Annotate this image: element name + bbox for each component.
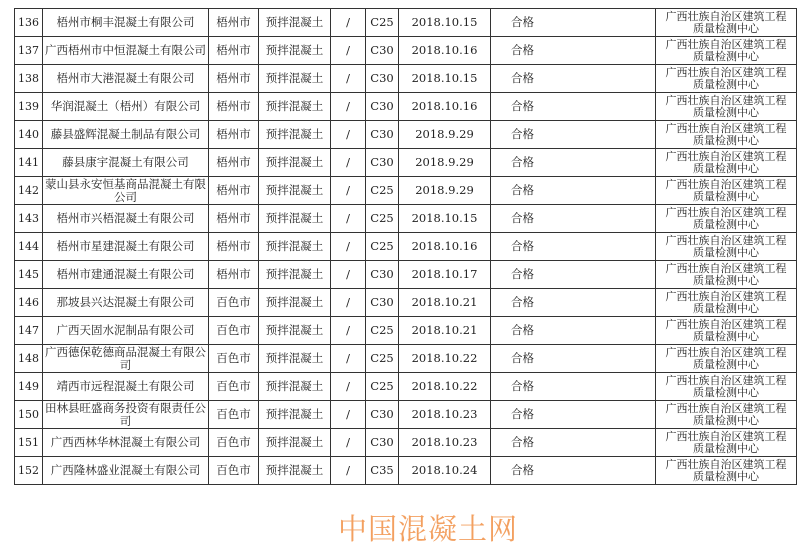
test-result: 合格 [491,93,656,121]
product-name: 预拌混凝土 [259,457,331,485]
strength-grade: C35 [366,457,399,485]
company-name: 藤县康宇混凝土有限公司 [43,149,209,177]
city: 百色市 [209,373,259,401]
sampling-date: 2018.10.16 [399,93,491,121]
company-name: 靖西市远程混凝土有限公司 [43,373,209,401]
testing-agency-line: 质量检测中心 [693,21,759,35]
testing-agency [656,233,797,261]
testing-agency-line: 质量检测中心 [693,357,759,371]
table-row [15,345,797,373]
city: 梧州市 [209,93,259,121]
sampling-date: 2018.10.16 [399,233,491,261]
company-name: 梧州市兴梧混凝土有限公司 [43,205,209,233]
testing-agency [656,205,797,233]
table-row [15,401,797,429]
specification: / [331,149,366,177]
sampling-date: 2018.10.23 [399,429,491,457]
watermark: 中国混凝土网 [338,512,519,546]
city: 百色市 [209,317,259,345]
testing-agency-line: 质量检测中心 [693,469,759,483]
city: 梧州市 [209,177,259,205]
testing-agency-line: 广西壮族自治区建筑工程 [665,93,787,107]
testing-agency [656,121,797,149]
testing-agency [656,345,797,373]
city: 梧州市 [209,37,259,65]
specification: / [331,429,366,457]
row-number: 152 [15,457,43,485]
testing-agency [656,373,797,401]
testing-agency-line: 广西壮族自治区建筑工程 [665,289,787,303]
test-result: 合格 [491,121,656,149]
testing-agency [656,289,797,317]
product-name: 预拌混凝土 [259,373,331,401]
table-row [15,9,797,37]
testing-agency [656,149,797,177]
row-number: 137 [15,37,43,65]
test-result: 合格 [491,205,656,233]
testing-agency-line: 质量检测中心 [693,161,759,175]
company-name: 梧州市桐丰混凝土有限公司 [43,9,209,37]
row-number: 145 [15,261,43,289]
test-result: 合格 [491,233,656,261]
testing-agency-line: 质量检测中心 [693,385,759,399]
table-row [15,93,797,121]
city: 梧州市 [209,149,259,177]
sampling-date: 2018.10.22 [399,373,491,401]
city: 百色市 [209,289,259,317]
company-name: 广西德保乾德商品混凝土有限公司 [43,345,209,373]
testing-agency [656,177,797,205]
testing-agency-line: 质量检测中心 [693,245,759,259]
specification: / [331,9,366,37]
test-result: 合格 [491,177,656,205]
testing-agency [656,261,797,289]
city: 梧州市 [209,205,259,233]
testing-agency-line: 质量检测中心 [693,441,759,455]
row-number: 141 [15,149,43,177]
row-number: 150 [15,401,43,429]
specification: / [331,37,366,65]
product-name: 预拌混凝土 [259,261,331,289]
city: 百色市 [209,401,259,429]
specification: / [331,289,366,317]
testing-agency-line: 广西壮族自治区建筑工程 [665,345,787,359]
testing-agency-line: 广西壮族自治区建筑工程 [665,177,787,191]
product-name: 预拌混凝土 [259,121,331,149]
row-number: 138 [15,65,43,93]
row-number: 148 [15,345,43,373]
table-row [15,289,797,317]
strength-grade: C30 [366,401,399,429]
product-name: 预拌混凝土 [259,177,331,205]
company-name: 蒙山县永安恒基商品混凝土有限公司 [43,177,209,205]
table-row [15,429,797,457]
testing-agency-line: 广西壮族自治区建筑工程 [665,261,787,275]
city: 梧州市 [209,9,259,37]
specification: / [331,93,366,121]
testing-agency [656,401,797,429]
product-name: 预拌混凝土 [259,345,331,373]
strength-grade: C30 [366,149,399,177]
testing-agency-line: 广西壮族自治区建筑工程 [665,65,787,79]
testing-agency-line: 质量检测中心 [693,189,759,203]
sampling-date: 2018.9.29 [399,149,491,177]
testing-agency-line: 质量检测中心 [693,133,759,147]
strength-grade: C30 [366,65,399,93]
test-result: 合格 [491,345,656,373]
sampling-date: 2018.10.21 [399,317,491,345]
test-result: 合格 [491,65,656,93]
product-name: 预拌混凝土 [259,401,331,429]
product-name: 预拌混凝土 [259,149,331,177]
specification: / [331,261,366,289]
test-result: 合格 [491,457,656,485]
strength-grade: C30 [366,121,399,149]
city: 百色市 [209,345,259,373]
testing-agency [656,37,797,65]
test-result: 合格 [491,317,656,345]
testing-agency-line: 质量检测中心 [693,413,759,427]
testing-agency-line: 广西壮族自治区建筑工程 [665,317,787,331]
city: 梧州市 [209,121,259,149]
specification: / [331,233,366,261]
testing-agency-line: 广西壮族自治区建筑工程 [665,149,787,163]
testing-agency-line: 质量检测中心 [693,49,759,63]
product-name: 预拌混凝土 [259,317,331,345]
testing-agency [656,65,797,93]
sampling-date: 2018.10.17 [399,261,491,289]
testing-agency-line: 广西壮族自治区建筑工程 [665,233,787,247]
product-name: 预拌混凝土 [259,429,331,457]
testing-agency-line: 广西壮族自治区建筑工程 [665,205,787,219]
company-name: 广西梧州市中恒混凝土有限公司 [43,37,209,65]
table-row [15,177,797,205]
strength-grade: C25 [366,345,399,373]
test-result: 合格 [491,373,656,401]
testing-agency [656,457,797,485]
test-result: 合格 [491,261,656,289]
city: 梧州市 [209,233,259,261]
sampling-date: 2018.10.15 [399,65,491,93]
product-name: 预拌混凝土 [259,9,331,37]
strength-grade: C25 [366,9,399,37]
testing-agency-line: 质量检测中心 [693,273,759,287]
sampling-date: 2018.10.24 [399,457,491,485]
table-row [15,373,797,401]
inspection-results-table [14,8,797,485]
table-row [15,233,797,261]
testing-agency-line: 广西壮族自治区建筑工程 [665,457,787,471]
strength-grade: C30 [366,93,399,121]
product-name: 预拌混凝土 [259,37,331,65]
sampling-date: 2018.9.29 [399,177,491,205]
row-number: 149 [15,373,43,401]
table-row [15,121,797,149]
company-name: 那坡县兴达混凝土有限公司 [43,289,209,317]
testing-agency-line: 质量检测中心 [693,77,759,91]
testing-agency-line: 质量检测中心 [693,217,759,231]
strength-grade: C30 [366,429,399,457]
strength-grade: C25 [366,373,399,401]
sampling-date: 2018.10.16 [399,37,491,65]
specification: / [331,401,366,429]
test-result: 合格 [491,9,656,37]
testing-agency-line: 广西壮族自治区建筑工程 [665,373,787,387]
test-result: 合格 [491,149,656,177]
city: 百色市 [209,457,259,485]
testing-agency-line: 质量检测中心 [693,301,759,315]
strength-grade: C25 [366,233,399,261]
specification: / [331,317,366,345]
table-row [15,149,797,177]
strength-grade: C30 [366,261,399,289]
product-name: 预拌混凝土 [259,65,331,93]
company-name: 梧州市星建混凝土有限公司 [43,233,209,261]
company-name: 梧州市大港混凝土有限公司 [43,65,209,93]
testing-agency-line: 广西壮族自治区建筑工程 [665,9,787,23]
city: 梧州市 [209,65,259,93]
sampling-date: 2018.9.29 [399,121,491,149]
table-row [15,205,797,233]
sampling-date: 2018.10.23 [399,401,491,429]
specification: / [331,121,366,149]
specification: / [331,205,366,233]
company-name: 广西天固水泥制品有限公司 [43,317,209,345]
specification: / [331,457,366,485]
testing-agency-line: 广西壮族自治区建筑工程 [665,429,787,443]
city: 百色市 [209,429,259,457]
row-number: 143 [15,205,43,233]
row-number: 146 [15,289,43,317]
specification: / [331,65,366,93]
row-number: 140 [15,121,43,149]
test-result: 合格 [491,37,656,65]
testing-agency-line: 广西壮族自治区建筑工程 [665,401,787,415]
testing-agency-line: 广西壮族自治区建筑工程 [665,37,787,51]
company-name: 梧州市建通混凝土有限公司 [43,261,209,289]
test-result: 合格 [491,289,656,317]
product-name: 预拌混凝土 [259,233,331,261]
testing-agency [656,93,797,121]
testing-agency-line: 广西壮族自治区建筑工程 [665,121,787,135]
strength-grade: C25 [366,177,399,205]
sampling-date: 2018.10.21 [399,289,491,317]
row-number: 144 [15,233,43,261]
sampling-date: 2018.10.15 [399,205,491,233]
company-name: 华润混凝土（梧州）有限公司 [43,93,209,121]
row-number: 139 [15,93,43,121]
table-row [15,457,797,485]
strength-grade: C25 [366,317,399,345]
testing-agency [656,429,797,457]
row-number: 136 [15,9,43,37]
sampling-date: 2018.10.15 [399,9,491,37]
product-name: 预拌混凝土 [259,205,331,233]
row-number: 142 [15,177,43,205]
row-number: 151 [15,429,43,457]
specification: / [331,373,366,401]
strength-grade: C30 [366,37,399,65]
table-row [15,261,797,289]
company-name: 广西隆林盛业混凝土有限公司 [43,457,209,485]
testing-agency-line: 质量检测中心 [693,105,759,119]
company-name: 广西西林华林混凝土有限公司 [43,429,209,457]
table-row [15,317,797,345]
specification: / [331,177,366,205]
row-number: 147 [15,317,43,345]
city: 梧州市 [209,261,259,289]
strength-grade: C30 [366,289,399,317]
table-row [15,65,797,93]
table-row [15,37,797,65]
test-result: 合格 [491,401,656,429]
strength-grade: C25 [366,205,399,233]
testing-agency [656,9,797,37]
test-result: 合格 [491,429,656,457]
company-name: 藤县盛辉混凝土制品有限公司 [43,121,209,149]
product-name: 预拌混凝土 [259,93,331,121]
product-name: 预拌混凝土 [259,289,331,317]
specification: / [331,345,366,373]
testing-agency [656,317,797,345]
company-name: 田林县旺盛商务投资有限责任公司 [43,401,209,429]
sampling-date: 2018.10.22 [399,345,491,373]
testing-agency-line: 质量检测中心 [693,329,759,343]
